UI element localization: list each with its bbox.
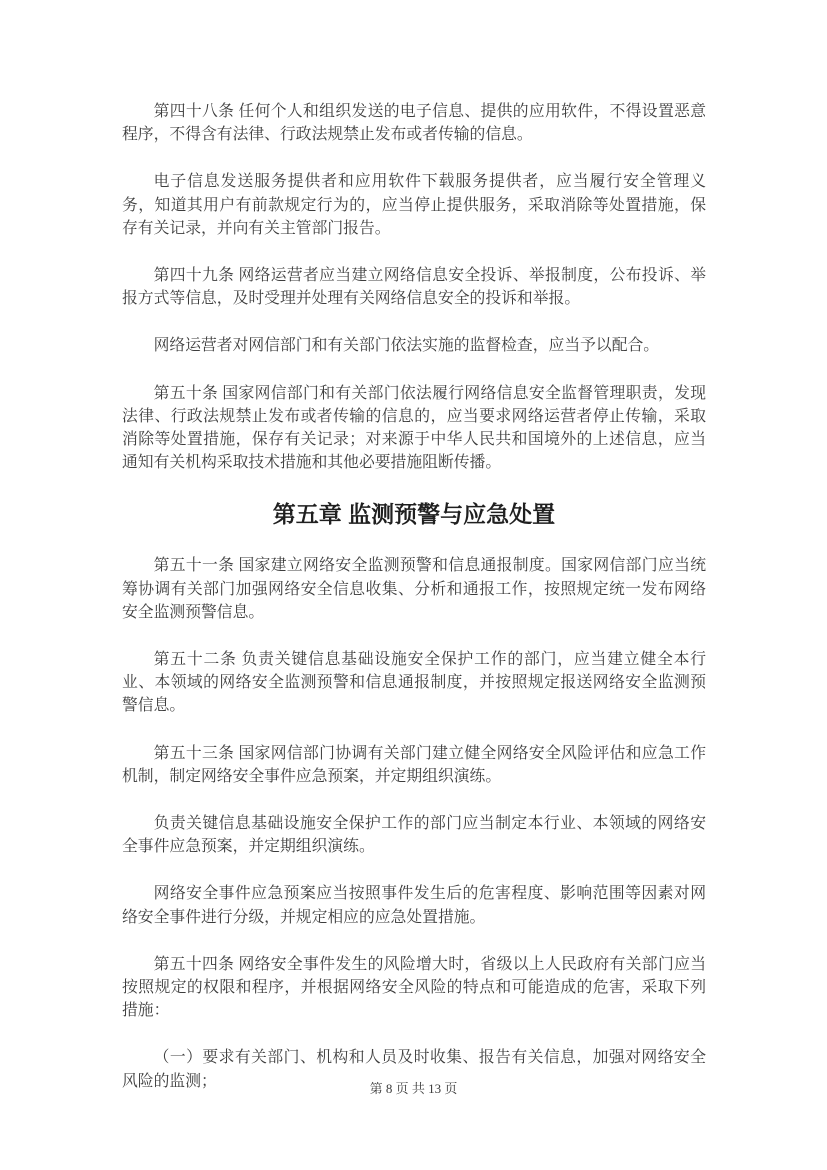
document-body: [122, 0, 706, 1117]
law-paragraph: 网络安全事件应急预案应当按照事件发生后的危害程度、影响范围等因素对网络安全事件进行分级，并规定相应的应急处置措施。: [122, 885, 706, 926]
page-number-footer: 第 8 页 共 13 页: [369, 1081, 458, 1096]
law-paragraph: 第五十四条 网络安全事件发生的风险增大时，省级以上人民政府有关部门应当按照规定的权限和程序，并根据网络安全风险的特点和可能造成的危害，采取下列措施：: [122, 955, 706, 1020]
chapter-heading: 第五章 监测预警与应急处置: [272, 501, 556, 528]
law-paragraph: 第四十九条 网络运营者应当建立网络信息安全投诉、举报制度，公布投诉、举报方式等信息，及时受理并处理有关网络信息安全的投诉和举报。: [122, 267, 706, 308]
law-paragraph: 第四十八条 任何个人和组织发送的电子信息、提供的应用软件，不得设置恶意程序，不得含有法律、行政法规禁止发布或者传输的信息。: [122, 103, 706, 144]
law-paragraph: 负责关键信息基础设施安全保护工作的部门应当制定本行业、本领域的网络安全事件应急预案，并定期组织演练。: [122, 815, 706, 856]
law-paragraph: 第五十条 国家网信部门和有关部门依法履行网络信息安全监督管理职责，发现法律、行政法规禁止发布或者传输的信息的，应当要求网络运营者停止传输，采取消除等处置措施，保存有关记录；对来源于中华人民共和国境外的上述信息，应当通知有关机构采取技术措施和其他必要措施阻断传播。: [122, 384, 706, 472]
law-paragraph: 电子信息发送服务提供者和应用软件下载服务提供者，应当履行安全管理义务，知道其用户有前款规定行为的，应当停止提供服务，采取消除等处置措施，保存有关记录，并向有关主管部门报告。: [122, 173, 706, 237]
law-paragraph: 第五十二条 负责关键信息基础设施安全保护工作的部门，应当建立健全本行业、本领域的网络安全监测预警和信息通报制度，并按照规定报送网络安全监测预警信息。: [122, 651, 706, 715]
law-paragraph: 第五十三条 国家网信部门协调有关部门建立健全网络安全风险评估和应急工作机制，制定网络安全事件应急预案，并定期组织演练。: [122, 744, 706, 785]
law-paragraph: 第五十一条 国家建立网络安全监测预警和信息通报制度。国家网信部门应当统筹协调有关部门加强网络安全信息收集、分析和通报工作，按照规定统一发布网络安全监测预警信息。: [122, 557, 706, 621]
law-paragraph: （一）要求有关部门、机构和人员及时收集、报告有关信息，加强对网络安全风险的监测；: [122, 1049, 706, 1090]
law-paragraph: 网络运营者对网信部门和有关部门依法实施的监督检查，应当予以配合。: [153, 337, 660, 355]
